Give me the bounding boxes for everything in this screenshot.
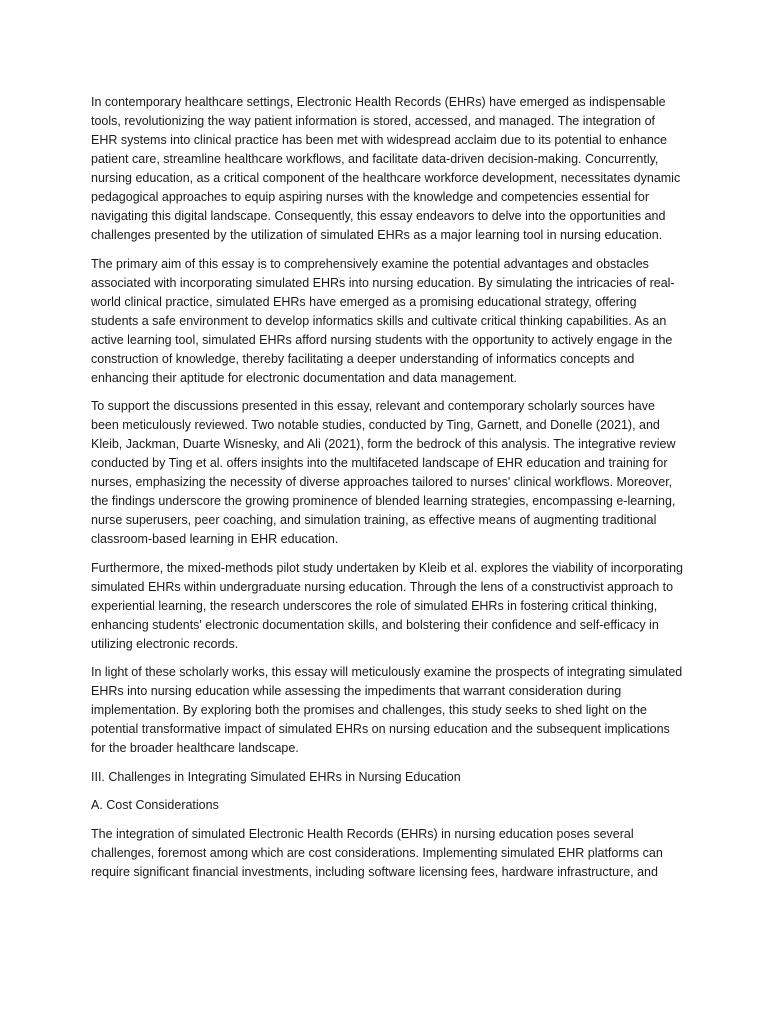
paragraph-kleib-study: Furthermore, the mixed-methods pilot study undertaken by Kleib et al. explores the viability of incorporating simulated EHRs within undergraduate nursing education. Through the lens of a constructivist approach to experiential learning, the research underscores the role of simulated EHRs in fostering critical thinking, enhancing students' electronic documentation skills, and bolstering their confidence and self-efficacy in utilizing electronic records. bbox=[91, 560, 683, 651]
subsection-heading: A. Cost Considerations bbox=[91, 798, 219, 812]
document-body bbox=[91, 93, 683, 891]
paragraph-conclusion: In light of these scholarly works, this essay will meticulously examine the prospects of integrating simulated EHRs into nursing education while assessing the impediments that warrant consideration during implementation. By exploring both the promises and challenges, this study seeks to shed light on the potential transformative impact of simulated EHRs on nursing education and the subsequent implications for the broader healthcare landscape. bbox=[91, 665, 683, 755]
paragraph-intro: In contemporary healthcare settings, Electronic Health Records (EHRs) have emerged as indispensable tools, revolutionizing the way patient information is stored, accessed, and managed. The integration of EHR systems into clinical practice has been met with widespread acclaim due to its potential to enhance patient care, streamline healthcare workflows, and facilitate data-driven decision-making. Concurrently, nursing education, as a critical component of the healthcare workforce development, necessitates dynamic pedagogical approaches to equip aspiring nurses with the knowledge and competencies essential for navigating this digital landscape. Consequently, this essay endeavors to delve into the opportunities and challenges presented by the utilization of simulated EHRs as a major learning tool in nursing education. bbox=[91, 95, 681, 242]
paragraph-sources: To support the discussions presented in this essay, relevant and contemporary scholarly sources have been meticulously reviewed. Two notable studies, conducted by Ting, Garnett, and Donelle (2021), and Kleib, Jackman, Duarte Wisnesky, and Ali (2021), form the bedrock of this analysis. The integrative review conducted by Ting et al. offers insights into the multifaceted landscape of EHR education and training for nurses, emphasizing the necessity of diverse approaches tailored to nurses' clinical workflows. Moreover, the findings underscore the growing prominence of blended learning strategies, encompassing e-learning, nurse superusers, peer coaching, and simulation training, as effective means of augmenting traditional classroom-based learning in EHR education. bbox=[91, 399, 676, 546]
paragraph-cost: The integration of simulated Electronic Health Records (EHRs) in nursing education poses several challenges, foremost among which are cost considerations. Implementing simulated EHR platforms can require significant financial investments, including software licensing fees, hardware infrastructure, and bbox=[91, 826, 663, 879]
section-heading: III. Challenges in Integrating Simulated EHRs in Nursing Education bbox=[91, 769, 461, 784]
paragraph-aim: The primary aim of this essay is to comprehensively examine the potential advantages and obstacles associated with incorporating simulated EHRs into nursing education. By simulating the intricacies of real-world clinical practice, simulated EHRs have emerged as a promising educational strategy, offering students a safe environment to develop informatics skills and cultivate critical thinking capabilities. As an active learning tool, simulated EHRs afford nursing students with the opportunity to actively engage in the construction of knowledge, thereby facilitating a deeper understanding of informatics concepts and enhancing their aptitude for electronic documentation and data management. bbox=[91, 256, 675, 385]
